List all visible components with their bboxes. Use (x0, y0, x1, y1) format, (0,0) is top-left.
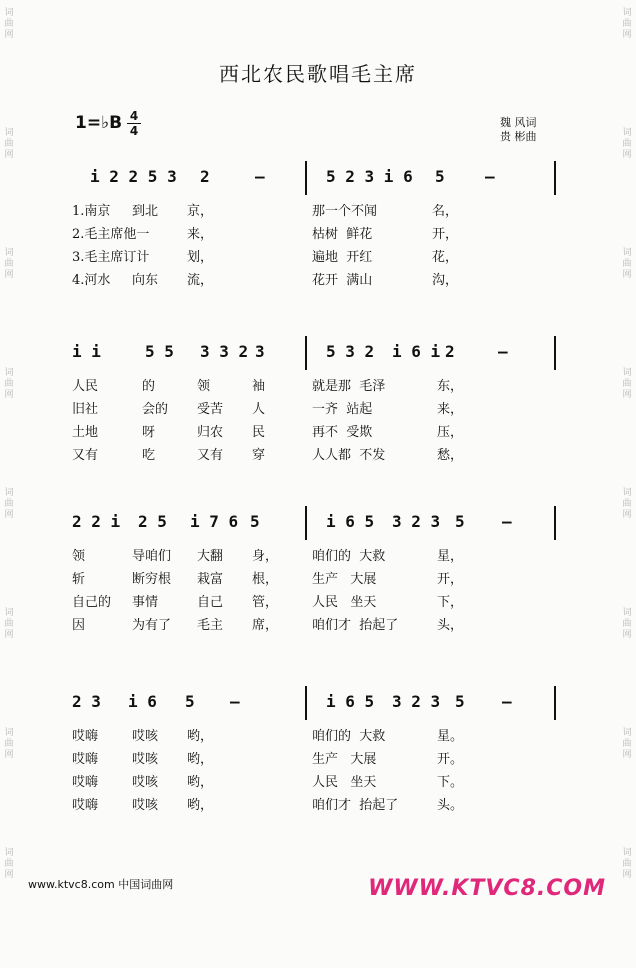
lyric-row (72, 270, 572, 292)
lyric-word: 又有 (72, 448, 99, 463)
composer-credit: 贵 彬曲 (500, 130, 537, 143)
lyric-row (72, 201, 572, 223)
lyric-word: 来， (437, 402, 464, 417)
note-group: — (502, 692, 512, 711)
lyric-word: 哎嗨 (72, 729, 99, 744)
lyric-word: 花开 满山 (312, 273, 373, 288)
bar-line (305, 686, 307, 720)
lyric-word: 归农 (197, 425, 224, 440)
lyric-word: 受苦 (197, 402, 224, 417)
lyric-word: 人民 坐天 (312, 595, 377, 610)
note-group: 2 (200, 167, 210, 186)
lyric-word: 京， (187, 204, 214, 219)
lyric-word: 生产 大展 (312, 752, 377, 767)
bar-line (305, 506, 307, 540)
bar-line-end (554, 506, 556, 540)
lyric-word: 吃 (142, 448, 156, 463)
footer-logo[interactable]: WWW.KTVC8.COM (368, 876, 606, 901)
lyric-word: 压， (437, 425, 464, 440)
lyric-word: 咱们才 抬起了 (312, 798, 399, 813)
lyric-word: 的 (142, 379, 156, 394)
note-group: i 6 5 (326, 512, 375, 531)
lyric-word: 到北 (132, 204, 159, 219)
lyric-word: 遍地 开红 (312, 250, 373, 265)
bar-line-end (554, 336, 556, 370)
right-watermark-column (620, 0, 634, 900)
notation-row (60, 340, 580, 366)
lyric-word: 又有 (197, 448, 224, 463)
watermark-stamp: 词 曲 网 (4, 848, 14, 880)
note-group: 5 2 3 i 6 (326, 167, 413, 186)
time-signature-bottom: 4 (129, 124, 139, 138)
watermark-stamp: 词 曲 网 (4, 488, 14, 520)
watermark-stamp: 词 曲 网 (4, 368, 14, 400)
lyric-word: 袖 (252, 379, 266, 394)
lyric-word: 斩 (72, 572, 86, 587)
lyric-word: 下。 (437, 775, 464, 790)
lyric-word: 2.毛主席他一 (72, 227, 150, 242)
lyric-row (72, 749, 572, 771)
song-title: 西北农民歌唱毛主席 (219, 62, 417, 86)
lyric-row (72, 795, 572, 817)
left-watermark-column (2, 0, 16, 900)
lyric-word: 大翻 (197, 549, 224, 564)
music-system (60, 165, 580, 295)
watermark-stamp: 词 曲 网 (4, 8, 14, 40)
bar-line (305, 336, 307, 370)
lyric-row (72, 445, 572, 467)
note-group: 2 (445, 342, 455, 361)
lyric-word: 来， (187, 227, 214, 242)
key-signature: 1=♭B (75, 113, 123, 133)
note-group: 5 3 2 (326, 342, 375, 361)
lyric-row (72, 726, 572, 748)
lyric-word: 断穷根 (132, 572, 172, 587)
lyric-word: 人民 (72, 379, 99, 394)
lyric-word: 星， (437, 549, 464, 564)
lyric-word: 划， (187, 250, 214, 265)
watermark-stamp: 词 曲 网 (622, 488, 632, 520)
watermark-stamp: 词 曲 网 (622, 848, 632, 880)
music-system (60, 690, 580, 820)
lyric-row (72, 592, 572, 614)
lyric-word: 席， (252, 618, 279, 633)
note-group: i 6 i (392, 342, 441, 361)
note-group: 5 5 (145, 342, 174, 361)
lyric-word: 开， (437, 572, 464, 587)
watermark-stamp: 词 曲 网 (4, 128, 14, 160)
lyric-word: 因 (72, 618, 86, 633)
note-group: — (230, 692, 240, 711)
watermark-stamp: 词 曲 网 (622, 248, 632, 280)
note-group: 5 (455, 512, 465, 531)
note-group: 2 3 (72, 692, 101, 711)
lyric-word: 自己 (197, 595, 224, 610)
lyric-word: 哎咳 (132, 729, 159, 744)
lyric-word: 领 (197, 379, 211, 394)
lyric-row (72, 615, 572, 637)
note-group: — (485, 167, 495, 186)
bar-line-end (554, 161, 556, 195)
notation-row (60, 165, 580, 191)
lyric-word: 4.河水 (72, 273, 111, 288)
watermark-stamp: 词 曲 网 (622, 608, 632, 640)
watermark-stamp: 词 曲 网 (622, 728, 632, 760)
lyric-word: 身， (252, 549, 279, 564)
lyric-word: 咱们的 大救 (312, 729, 386, 744)
note-group: — (502, 512, 512, 531)
lyric-word: 生产 大展 (312, 572, 377, 587)
note-group: 3 (255, 342, 265, 361)
lyric-word: 哟， (187, 752, 214, 767)
lyric-word: 3.毛主席订计 (72, 250, 150, 265)
lyric-word: 愁， (437, 448, 464, 463)
note-group: 5 (185, 692, 195, 711)
lyric-word: 呀 (142, 425, 156, 440)
watermark-stamp: 词 曲 网 (4, 728, 14, 760)
lyric-word: 哎咳 (132, 798, 159, 813)
lyric-word: 东， (437, 379, 464, 394)
note-group: 3 2 3 (392, 512, 441, 531)
lyric-row (72, 546, 572, 568)
note-group: i 6 5 (326, 692, 375, 711)
lyric-row (72, 569, 572, 591)
lyric-word: 流， (187, 273, 214, 288)
lyric-word: 哟， (187, 775, 214, 790)
lyric-word: 土地 (72, 425, 99, 440)
note-group: 5 (455, 692, 465, 711)
lyric-word: 再不 受欺 (312, 425, 373, 440)
music-system (60, 340, 580, 470)
lyric-word: 根， (252, 572, 279, 587)
note-group: 3 3 2 (200, 342, 249, 361)
note-group: — (255, 167, 265, 186)
watermark-stamp: 词 曲 网 (4, 248, 14, 280)
lyric-word: 会的 (142, 402, 169, 417)
lyric-word: 人民 坐天 (312, 775, 377, 790)
lyric-word: 哎嗨 (72, 798, 99, 813)
lyric-row (72, 772, 572, 794)
lyric-word: 人 (252, 402, 266, 417)
lyric-word: 哟， (187, 798, 214, 813)
lyric-word: 开， (432, 227, 459, 242)
watermark-stamp: 词 曲 网 (622, 368, 632, 400)
note-group: 5 (250, 512, 260, 531)
lyric-word: 一齐 站起 (312, 402, 373, 417)
lyric-word: 就是那 毛泽 (312, 379, 386, 394)
lyric-word: 星。 (437, 729, 464, 744)
lyric-row (72, 247, 572, 269)
lyric-row (72, 422, 572, 444)
note-group: 3 2 3 (392, 692, 441, 711)
lyric-word: 哎咳 (132, 775, 159, 790)
lyric-word: 哎咳 (132, 752, 159, 767)
lyric-word: 领 (72, 549, 86, 564)
lyric-word: 毛主 (197, 618, 224, 633)
lyric-word: 下， (437, 595, 464, 610)
lyric-word: 管， (252, 595, 279, 610)
note-group: — (498, 342, 508, 361)
note-group: 5 (435, 167, 445, 186)
lyric-row (72, 399, 572, 421)
lyric-row (72, 376, 572, 398)
note-group: i 7 6 (190, 512, 239, 531)
lyric-word: 穿 (252, 448, 266, 463)
watermark-stamp: 词 曲 网 (622, 8, 632, 40)
note-group: i 6 (128, 692, 157, 711)
time-signature (127, 110, 141, 137)
watermark-stamp: 词 曲 网 (4, 608, 14, 640)
lyric-word: 沟， (432, 273, 459, 288)
bar-line-end (554, 686, 556, 720)
note-group: i 2 2 5 3 (90, 167, 177, 186)
bar-line (305, 161, 307, 195)
notation-row (60, 510, 580, 536)
note-group: i i (72, 342, 101, 361)
lyric-word: 花， (432, 250, 459, 265)
lyric-word: 人人都 不发 (312, 448, 386, 463)
lyric-word: 名， (432, 204, 459, 219)
lyric-word: 1.南京 (72, 204, 111, 219)
lyric-word: 向东 (132, 273, 159, 288)
lyric-word: 栽富 (197, 572, 224, 587)
lyricist-credit: 魏 风词 (500, 116, 537, 129)
lyric-word: 咱们的 大救 (312, 549, 386, 564)
lyric-word: 枯树 鲜花 (312, 227, 373, 242)
lyric-word: 为有了 (132, 618, 172, 633)
lyric-word: 旧社 (72, 402, 99, 417)
note-group: 2 2 i (72, 512, 121, 531)
music-system (60, 510, 580, 640)
lyric-word: 哎嗨 (72, 775, 99, 790)
lyric-word: 民 (252, 425, 266, 440)
lyric-row (72, 224, 572, 246)
notation-row (60, 690, 580, 716)
lyric-word: 开。 (437, 752, 464, 767)
lyric-word: 自己的 (72, 595, 112, 610)
lyric-word: 头。 (437, 798, 464, 813)
lyric-word: 哎嗨 (72, 752, 99, 767)
lyric-word: 那一个不闻 (312, 204, 378, 219)
watermark-stamp: 词 曲 网 (622, 128, 632, 160)
footer-site-text[interactable]: www.ktvc8.com 中国词曲网 (28, 878, 174, 891)
lyric-word: 咱们才 抬起了 (312, 618, 399, 633)
lyric-word: 事情 (132, 595, 159, 610)
lyric-word: 导咱们 (132, 549, 172, 564)
lyric-word: 哟， (187, 729, 214, 744)
lyric-word: 头， (437, 618, 464, 633)
time-signature-top: 4 (129, 109, 139, 123)
note-group: 2 5 (138, 512, 167, 531)
